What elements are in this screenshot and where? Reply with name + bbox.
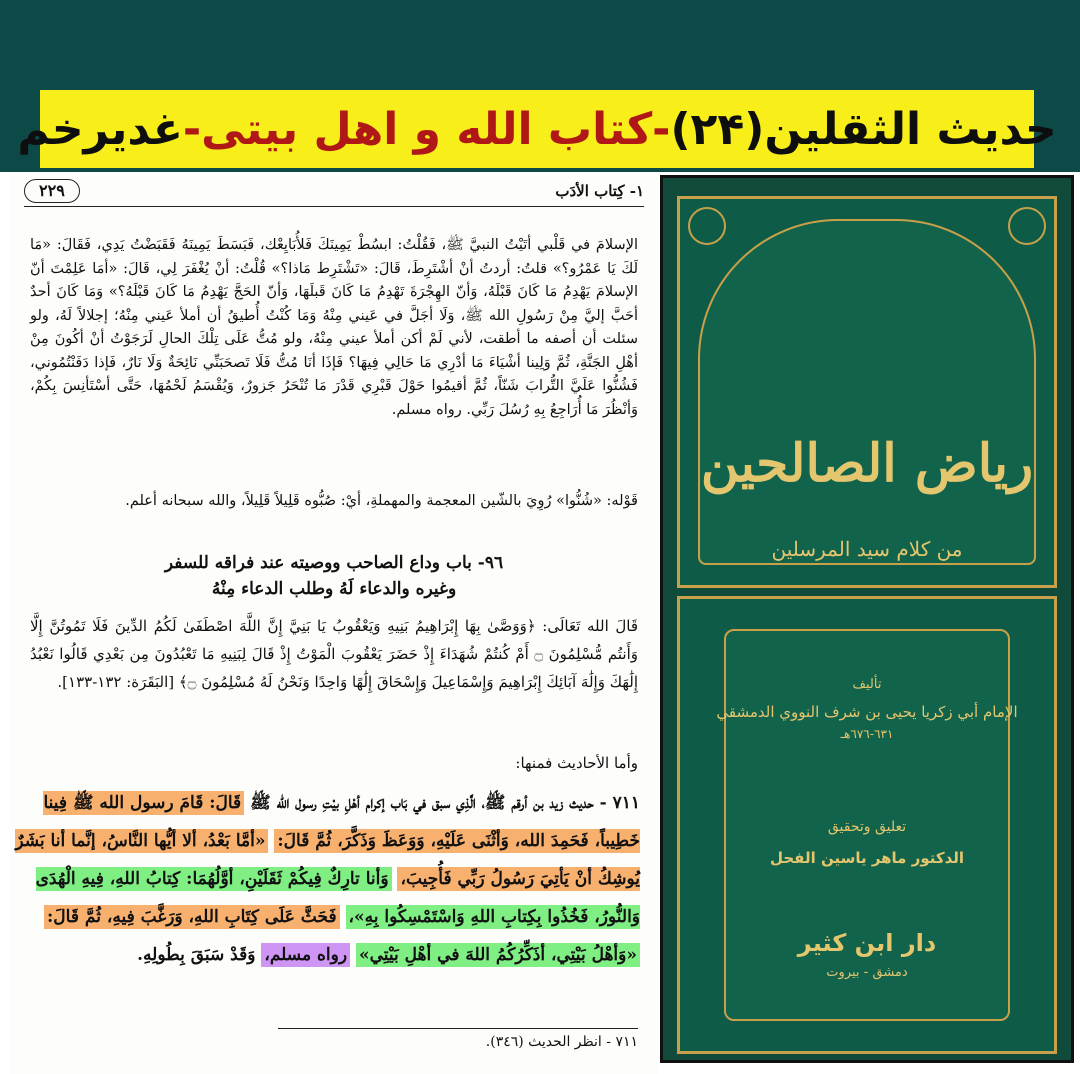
hadith-line-1: ٧١١ - حديث زيد بن أرقم ﷺ، الَّذِي سبق في بَاب إكرام أهْلِ بيْتِ رسول الله ﷺ [250,793,640,813]
cover-bottom-panel [677,596,1057,1054]
book-cover [660,175,1074,1063]
corner-ornament-icon [1008,207,1046,245]
highlight-orange-3: فَحَثَّ عَلَى كِتَابِ اللهِ، وَرَغَّبَ فِيهِ، ثُمَّ قَالَ: [44,905,340,929]
editor-name: الدكتور ماهر ياسين الفحل [769,849,965,867]
chapter-heading-96 [30,550,638,602]
book-page-scan [10,172,658,1074]
highlight-orange-2: «أمَّا بَعْدُ، ألا أيُّها النَّاسُ، إنَّما أنا بَشَرٌ يُوشِكُ أنْ يَأتِيَ رَسُولُ رَبِّي فَأُجِيبَ، [15,831,640,889]
page-header [24,176,644,207]
paragraph-hadith-amr: الإسلامَ في قَلْبي أتَيْتُ النبيَّ ﷺ، فَقُلْتُ: ابسُطْ يَمِينَكَ فَلأُبَايِعْك، فَبَسَطَ يَمِينَهُ فَقَبَضْتُ يَدِي، فَقَالَ: «مَا لَكَ يَا عَمْرُو؟» قلتُ: أردتُ أنْ أشْتَرِطَ، قَالَ: «تَشْتَرِط مَاذا؟» قُلْتُ: أنْ يُغْفَرَ لِي، قَالَ: «أمَا عَلِمْتَ أنّ الإسلامَ يَهْدِمُ مَا كَانَ قَبْلَهُ، وَأنّ الهِجْرَةَ تَهْدِمُ مَا كَانَ قَبلَهَا، وَأنّ الحَجَّ يَهْدِمُ مَا كَانَ قَبْلَهُ؟» وَمَا كَانَ أحدٌ أحَبَّ إليَّ مِنْ رَسُولِ الله ﷺ، وَلَا أجَلَّ في عَيني مِنْهُ وَمَا كُنْتُ أُطيقُ أن أملأ عَيني مِنْهُ؛ إجلالاً لَهُ، ولو سئلت أن أصفه ما أطقت، لأني لَمْ أكن أملأ عيني مِنْهُ، ولو مُتُّ عَلَى تِلْكَ الحالِ لَرَجَوْتُ أنْ أكُونَ مِنْ أهْلِ الجَنَّةِ، ثُمَّ وَلِينا أشْيَاءَ مَا أدْرِي مَا حَالِي فِيهَا؟ فَإذَا أنَا مُتُّ فَلَا تَصحَبَنِّي نَائِحَةٌ وَلَا نَارٌ، فَإذا دَفَنْتُمُوني، فَشُنُّوا عَلَيَّ التُّرابَ شَنّاً، ثُمَّ أقيمُوا حَوْلَ قَبْرِي قَدْرَ مَا تُنْحَرُ جَزورٌ، وَيُقْسَمُ لَحْمُهَا، حَتَّى أسْتَأنِسَ بِكُمْ، وَأنْظُرَ مَا أُرَاجِعُ بِهِ رُسُلَ رَبِّي. رواه مسلم. [30,237,638,418]
author-dates: ٦٣١-٦٧٦هـ [840,727,894,741]
hadith-intro: وأما الأحاديث فمنها: [515,754,638,772]
paragraph-commentary: قَوْله: «شُنُّوا» رُوِيَ بالشّين المعجمة والمهملةِ، أيْ: صُبُّوه قَلِيلاً قَلِيلاً، والله سبحانه أعلم. [125,493,638,509]
highlight-purple: رواه مسلم، [261,943,350,967]
corner-ornament-icon [688,207,726,245]
cover-arch [698,219,1036,565]
title-banner [17,90,1057,168]
cover-subtitle: من كلام سيد المرسلين [771,537,963,561]
heading-line-2: وغيره والدعاء لَهُ وطلب الدعاء مِنْهُ [211,579,457,599]
quran-verse-paragraph: قَالَ الله تَعَالَى: ﴿وَوَصَّىٰ بِهَا إِبْرَاهِيمُ بَنِيهِ وَيَعْقُوبُ يَا بَنِيَّ إِنَّ اللَّهَ اصْطَفَىٰ لَكُمُ الدِّينَ فَلَا تَمُوتُنَّ إِلَّا وَأَنتُم مُّسْلِمُونَ ۝ أَمْ كُنتُمْ شُهَدَاءَ إِذْ حَضَرَ يَعْقُوبَ الْمَوْتُ إِذْ قَالَ لِبَنِيهِ مَا تَعْبُدُونَ مِن بَعْدِي قَالُوا نَعْبُدُ إِلَٰهَكَ وَإِلَٰهَ آبَائِكَ إِبْرَاهِيمَ وَإِسْمَاعِيلَ وَإِسْحَاقَ إِلَٰهًا وَاحِدًا وَنَحْنُ لَهُ مُسْلِمُونَ ۝﴾ [البَقَرَة: ١٣٢-١٣٣]. [30,617,639,691]
hadith-711 [10,784,640,974]
highlight-orange-1: قَالَ: قَامَ رسول الله ﷺ فِينا خَطِيباً، فَحَمِدَ الله، وَأثْنَى عَلَيْهِ، وَوَعَظَ وَذَكَّرَ، ثُمَّ قَالَ: [43,793,640,851]
banner-title-part2: -کتاب الله و اهل بیتی- [182,103,671,155]
highlight-green-2: «وَأهْلُ بَيْتِي، أذَكِّرُكُمُ اللهَ في أهْلِ بَيْتِي» [356,943,640,967]
footnote: ٧١١ - انظر الحديث (٣٤٦). [485,1034,638,1050]
hadith-tail: وَقَدْ سَبَقَ بِطُولِهِ. [137,945,256,965]
cover-top-panel [677,196,1057,588]
banner-title-part1: حديث الثقلين(۲۴) [670,103,1057,155]
publisher-city: دمشق - بيروت [826,965,908,980]
editing-label: تعليق وتحقيق [827,819,907,835]
heading-line-1: ٩٦- باب وداع الصاحب ووصيته عند فراقه للسفر [164,553,504,573]
page-number: ٢٢٩ [24,179,80,203]
author-name: الإمام أبي زكريا يحيى بن شرف النووي الدمشقي [716,703,1018,721]
publisher-logo: دار ابن كثير [797,929,937,957]
highlight-green-1: وَأنا تارِكٌ فِيكُمْ ثَقَلَيْنِ، أوَّلُهُمَا: كِتابُ اللهِ، فِيهِ الْهُدَى وَالنُّورُ، فَخُذُوا بِكِتابِ اللهِ وَاسْتَمْسِكُوا بِهِ»، [35,869,640,927]
banner-title-part3: غدیرخم [17,103,183,155]
footnote-divider [278,1028,638,1029]
author-label: تأليف [852,677,882,692]
cover-title: رياض الصالحين [700,433,1034,494]
chapter-title: ١- كِتاب الأدَب [555,182,644,200]
